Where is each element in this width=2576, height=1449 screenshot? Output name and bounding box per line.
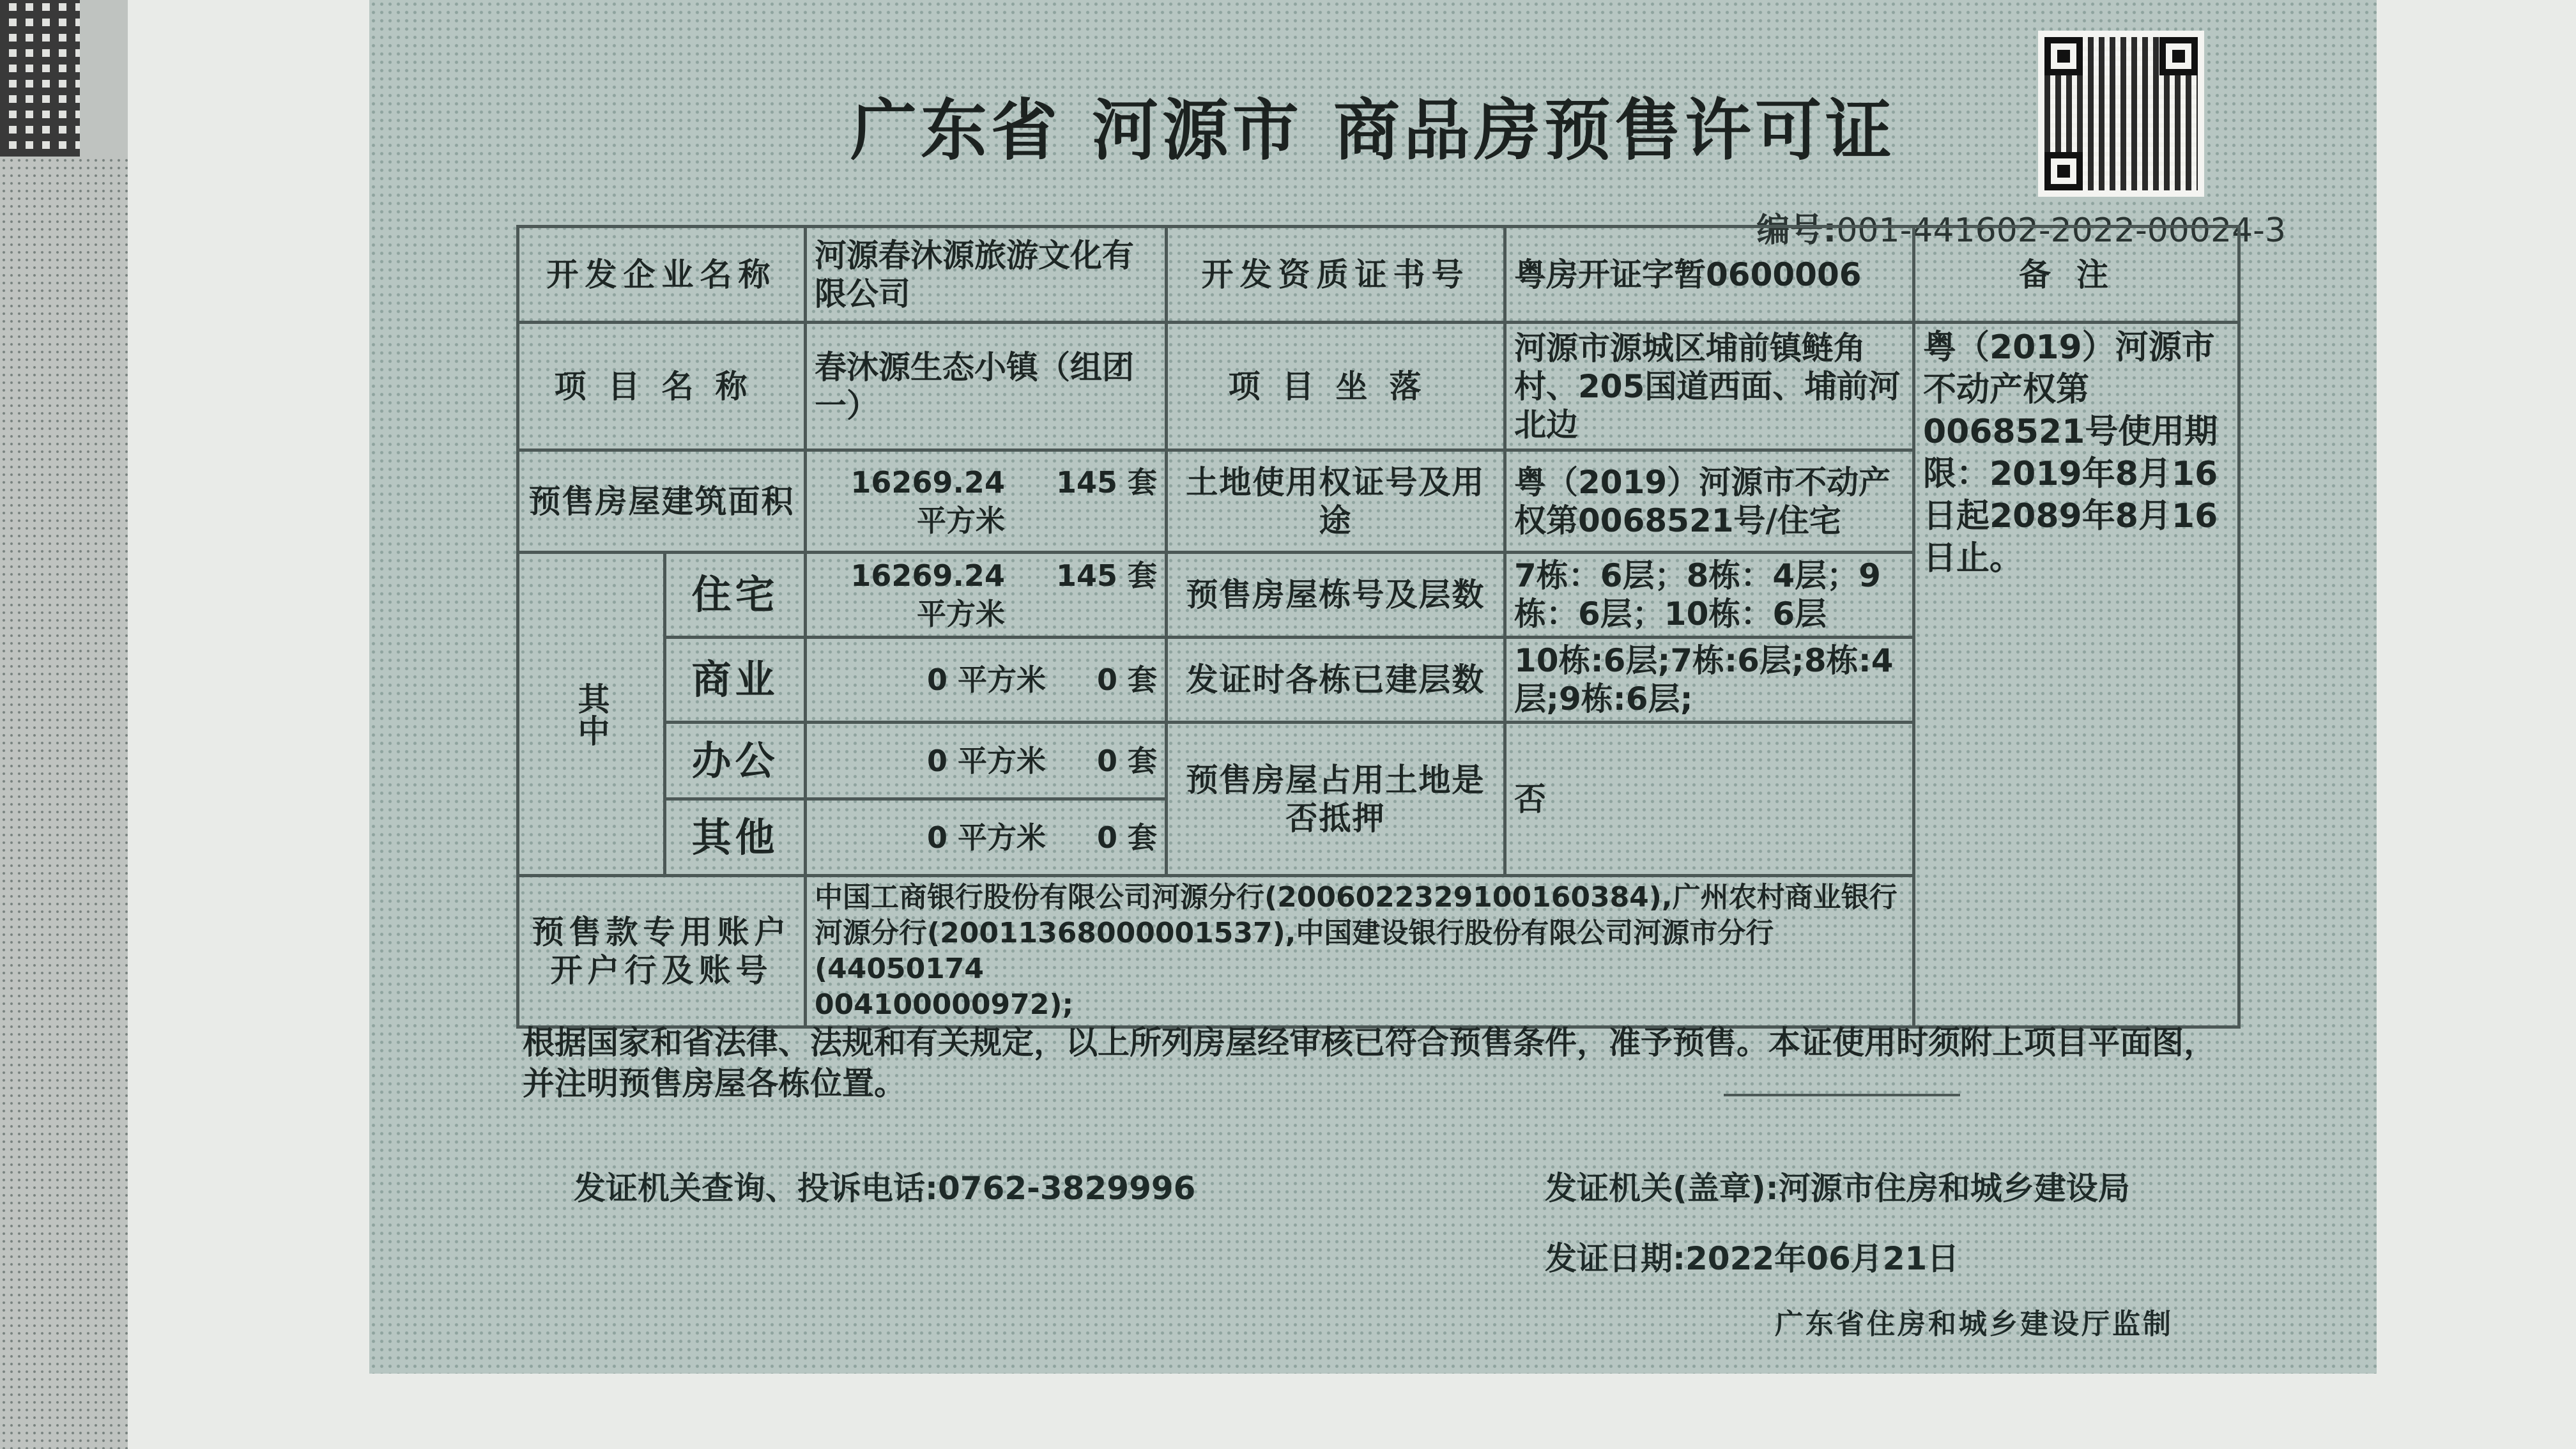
- developer-value: 河源春沐源旅游文化有限公司: [806, 227, 1167, 323]
- other-value: 0 平方米: [926, 820, 1046, 855]
- office-label: 办公: [665, 723, 806, 799]
- project-name-label: 项目名称: [518, 323, 806, 450]
- other-cell: [806, 799, 1167, 876]
- commercial-value: 0 平方米: [926, 663, 1046, 697]
- signature-line: [1724, 1094, 1960, 1096]
- remarks-label: 备注: [1914, 227, 2239, 323]
- residential-units: 145 套: [1055, 558, 1157, 593]
- presale-area-cell: [806, 450, 1167, 553]
- building-floors-label: 预售房屋栋号及层数: [1167, 553, 1505, 638]
- qualification-label: 开发资质证书号: [1167, 227, 1505, 323]
- complaint-phone: 发证机关查询、投诉电话:0762-3829996: [574, 1170, 1196, 1207]
- residential-label: 住宅: [665, 553, 806, 638]
- title-document-name: 商品房预售许可证: [1333, 91, 1896, 169]
- account-line-2: 河源分行(20011368000001537),中国建设银行股份有限公司河源市分行(44050174: [815, 917, 1774, 985]
- office-cell: [806, 723, 1167, 799]
- adjacent-page-strip: [0, 0, 128, 1449]
- mortgage-label: 预售房屋占用土地是否抵押: [1167, 723, 1505, 876]
- presale-area-value: 16269.24 平方米: [850, 464, 1005, 538]
- title-province: 广东省: [850, 91, 1061, 169]
- developer-label: 开发企业名称: [518, 227, 806, 323]
- mortgage-value: 否: [1505, 723, 1914, 876]
- office-units: 0 套: [1096, 743, 1157, 778]
- commercial-cell: [806, 638, 1167, 723]
- presale-area-label: 预售房屋建筑面积: [518, 450, 806, 553]
- account-line-1: 中国工商银行股份有限公司河源分行(2006022329100160384),广州农村商业银行: [815, 881, 1897, 914]
- qualification-value: 粤房开证字暂0600006: [1505, 227, 1914, 323]
- office-value: 0 平方米: [926, 743, 1046, 778]
- commercial-units: 0 套: [1096, 663, 1157, 697]
- residential-value: 16269.24 平方米: [850, 558, 1005, 631]
- account-label: 预售款专用账户开户行及账号: [518, 876, 806, 1027]
- adjacent-qr-code: [0, 0, 80, 157]
- land-cert-value: 粤（2019）河源市不动产权第0068521号/住宅: [1505, 450, 1914, 553]
- adjacent-dot-pattern: [0, 157, 128, 1449]
- land-cert-label: 土地使用权证号及用途: [1167, 450, 1505, 553]
- project-name-value: 春沐源生态小镇（组团一）: [806, 323, 1167, 450]
- other-units: 0 套: [1096, 820, 1157, 855]
- qr-code: [2038, 31, 2204, 197]
- permit-certificate: [369, 0, 2377, 1374]
- presale-area-units: 145 套: [1055, 464, 1157, 500]
- commercial-label: 商业: [665, 638, 806, 723]
- location-label: 项目坐落: [1167, 323, 1505, 450]
- location-value: 河源市源城区埔前镇鲢角村、205国道西面、埔前河北边: [1505, 323, 1914, 450]
- issuing-authority: 发证机关(盖章):河源市住房和城乡建设局: [1545, 1170, 2130, 1207]
- permit-table: [516, 225, 2241, 1029]
- paper-sheet: [128, 0, 2576, 1449]
- serial-label: 编号:: [1756, 211, 1837, 250]
- other-label: 其他: [665, 799, 806, 876]
- account-value: [806, 876, 1914, 1027]
- issue-date: 发证日期:2022年06月21日: [1545, 1240, 1959, 1277]
- remarks-value: 粤（2019）河源市不动产权第0068521号使用期限：2019年8月16日起2089年8月16日止。: [1914, 323, 2239, 1027]
- built-floors-value: 10栋:6层;7栋:6层;8栋:4层;9栋:6层;: [1505, 638, 1914, 723]
- built-floors-label: 发证时各栋已建层数: [1167, 638, 1505, 723]
- residential-cell: [806, 553, 1167, 638]
- account-line-3: 004100000972);: [815, 988, 1074, 1021]
- serial-value: 001-441602-2022-00024-3: [1836, 211, 2286, 250]
- building-floors-value: 7栋：6层；8栋：4层；9栋：6层；10栋：6层: [1505, 553, 1914, 638]
- supervisor-note: 广东省住房和城乡建设厅监制: [1775, 1308, 2174, 1340]
- among-label: 其中: [518, 553, 665, 876]
- approval-statement: 根据国家和省法律、法规和有关规定，以上所列房屋经审核已符合预售条件，准予预售。本证使用时须附上项目平面图，并注明预售房屋各栋位置。: [523, 1024, 2216, 1102]
- title-city: 河源市: [1091, 91, 1303, 169]
